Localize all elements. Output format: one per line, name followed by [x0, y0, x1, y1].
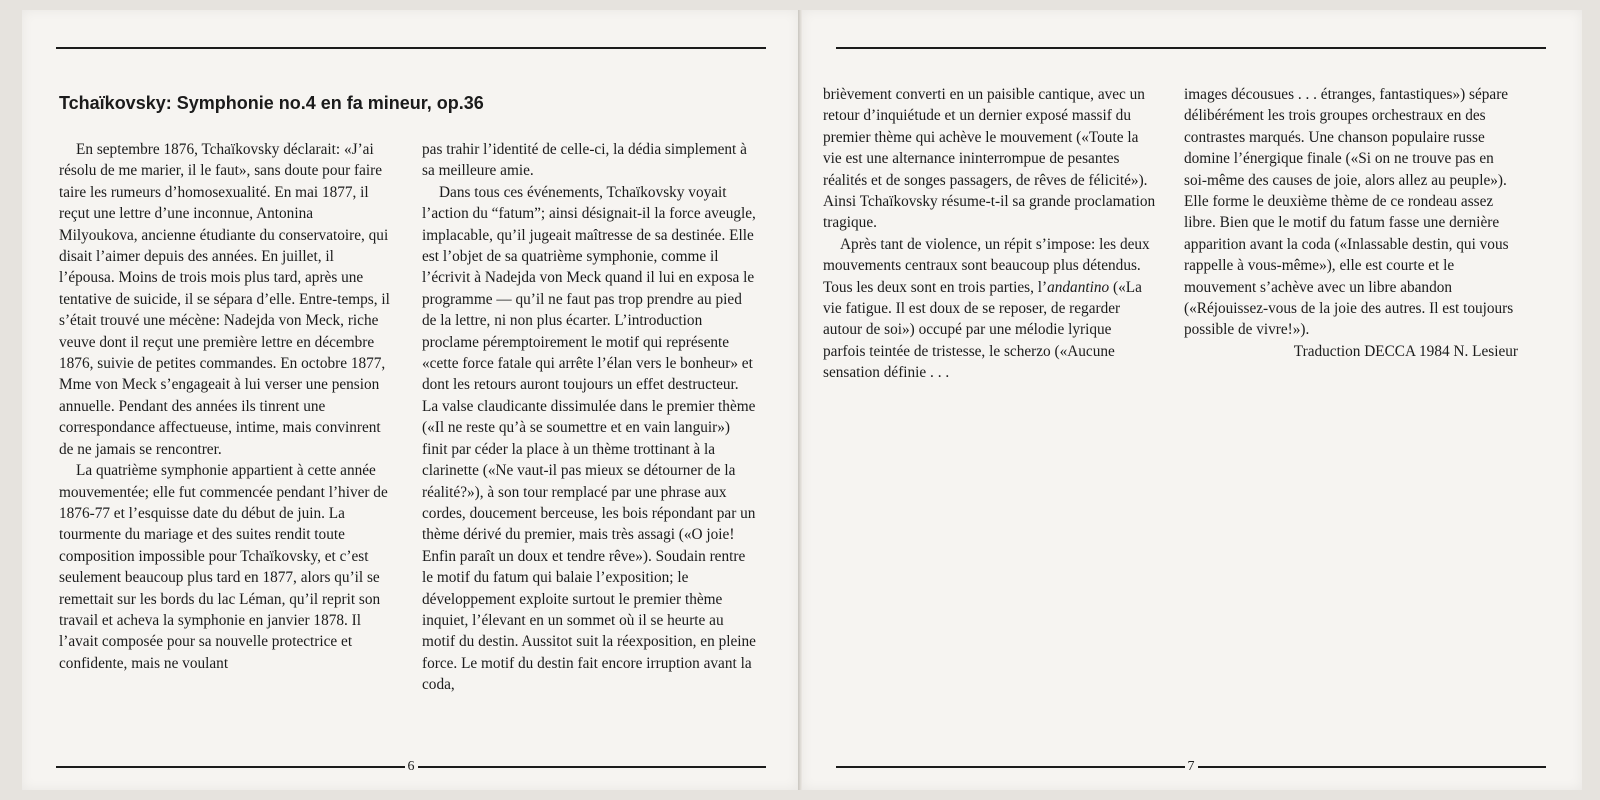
- translation-credit: Traduction DECCA 1984 N. Lesieur: [1293, 342, 1518, 360]
- paragraph: images décousues . . . étranges, fantastiques») sépare délibérément les trois groupes orchestraux en des contrastes marqués. Une chanson populaire russe domine l’énergique finale («Si on ne trouve pas en soi-même des causes de joie, alors allez au peuple»). Elle forme le deuxième thème de ce rondeau assez libre. Bien que le motif du fatum fasse une dernière apparition avant la coda («Inlassable destin, qui vous rappelle à vous-même»), elle est courte et le mouvement s’achève avec un libre abandon («Réjouissez-vous de la joie des autres. Il est toujours possible de vivre!»).: [1184, 86, 1514, 339]
- paragraph: Dans tous ces événements, Tchaïkovsky voyait l’action du “fatum”; ainsi désignait-il la force aveugle, implacable, qu’il jugeait maîtresse de sa destinée. Elle est l’objet de sa quatrième symphonie, comme il l’écrivit à Nadejda von Meck quand il lui en exposa le programme — qu’il ne faut pas trop prendre au pied de la lettre, ni non plus écarter. L’introduction proclame péremptoirement le motif qui représente «cette force fatale qui arrête l’élan vers le bonheur» et dont les retours auront toujours un effet destructeur. La valse claudicante dissimulée dans le premier thème («Il ne reste qu’à se soumettre et en vain languir») finit par céder la place à un thème trottinant à la clarinette («Ne vaut-il pas mieux se détourner de la réalité?»), à son tour remplacé par une phrase aux cordes, doucement berceuse, les bois répondant par un thème dérivé du premier, mais très assagi («O joie! Enfin paraît un doux et tendre rêve»). Soudain rentre le motif du fatum qui balaie l’exposition; le développement exploite surtout le premier thème inquiet, l’élevant en un sommet où il se heurte au motif du destin. Aussitot suit la réexposition, en pleine force. Le motif du destin fait encore irruption avant la coda,: [422, 183, 756, 694]
- text-run: Après tant de violence, un répit s’impose: les deux mouvements centraux sont beaucoup plus détendus. Tous les deux sont en trois parties, l’: [823, 235, 1150, 296]
- page-footer: [836, 760, 1546, 774]
- left-page: [22, 10, 798, 790]
- text-column-2: [1184, 84, 1518, 362]
- text-column-2: [422, 139, 756, 696]
- text-column-1: [59, 139, 393, 674]
- footer-rule: [836, 766, 1185, 768]
- text-column-1: [823, 84, 1157, 384]
- paragraph: brièvement converti en un paisible cantique, avec un retour d’inquiétude et un dernier exposé massif du premier thème qui achève le mouvement («Toute la vie est une alternance ininterrompue de pesantes réalités et de songes passagers, de rêves de félicité»). Ainsi Tchaïkovsky résume-t-il sa grande proclamation tragique.: [823, 86, 1156, 232]
- italic-term: andantino: [1047, 278, 1110, 296]
- paragraph: En septembre 1876, Tchaïkovsky déclarait: «J’ai résolu de me marier, il le faut», sans doute pour faire taire les rumeurs d’homosexualité. En mai 1877, il reçut une lettre d’une inconnue, Antonina Milyoukova, ancienne étudiante du conservatoire, qui disait l’aimer depuis des années. En juillet, il l’épousa. Moins de trois mois plus tard, après une tentative de suicide, il se sépara d’elle. Entre-temps, il s’était trouvé une mécène: Nadejda von Meck, riche veuve dont il reçut une première lettre en décembre 1876, suivie de petites commandes. En octobre 1877, Mme von Meck s’engageait à lui verser une pension annuelle. Pendant des années ils tinrent une correspondance affectueuse, intime, mais convinrent de ne jamais se rencontrer.: [59, 141, 390, 458]
- right-page: [802, 10, 1582, 790]
- page-footer: [56, 760, 766, 774]
- paragraph: La quatrième symphonie appartient à cette année mouvementée; elle fut commencée pendant l’hiver de 1876-77 et l’esquisse date du début de juin. La tourmente du mariage et des suites rendit toute composition impossible pour Tchaïkovsky, et c’est seulement beaucoup plus tard en 1877, alors qu’il se remettait sur les bords du lac Léman, qu’il reprit son travail et acheva la symphonie en janvier 1878. Il l’avait composée pour sa nouvelle protectrice et confidente, mais ne voulant: [59, 462, 388, 672]
- page-title: Tchaïkovsky: Symphonie no.4 en fa mineur, op.36: [59, 93, 484, 113]
- footer-rule: [56, 766, 405, 768]
- paragraph: [823, 234, 1157, 384]
- page-number: 7: [1187, 759, 1195, 774]
- footer-rule: [1198, 766, 1547, 768]
- footer-rule: [418, 766, 767, 768]
- top-rule: [56, 47, 766, 49]
- text-run: («La vie fatigue. Il est doux de se reposer, de regarder autour de soi») occupé par une mélodie lyrique parfois teintée de tristesse, le scherzo («Aucune sensation définie . . .: [823, 278, 1142, 382]
- page-number: 6: [407, 759, 415, 774]
- top-rule: [836, 47, 1546, 49]
- paragraph: pas trahir l’identité de celle-ci, la dédia simplement à sa meilleure amie.: [422, 141, 747, 180]
